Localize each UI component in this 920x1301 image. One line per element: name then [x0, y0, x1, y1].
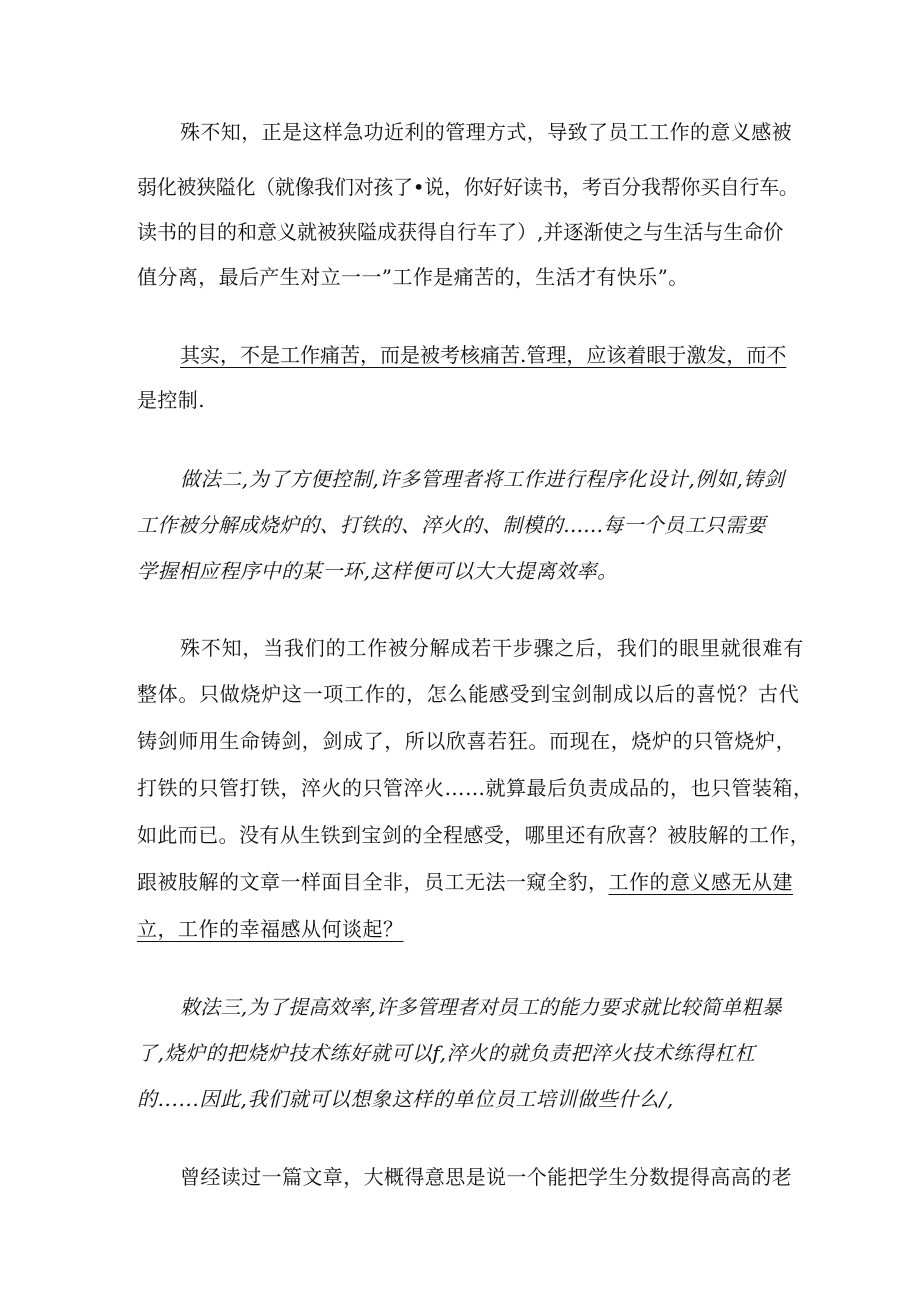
p5-line-1: 敕法三,为了提高效率,许多管理者对员工的能力要求就比较简单粗暴 [180, 995, 783, 1019]
p4-line-2: 整体。只做烧炉这一项工作的，怎么能感受到宝剑制成以后的喜悦？古代 [137, 682, 800, 706]
p5-line-2: 了,烧炉的把烧炉技术练好就可以f,淬火的就负责把淬火技术练得杠杠 [137, 1041, 756, 1065]
p4-line-3: 铸剑师用生命铸剑，剑成了，所以欣喜若狂。而现在，烧炉的只管烧炉， [137, 729, 797, 753]
p2-line-2: 是控制. [137, 388, 205, 412]
p6-line-1: 曾经读过一篇文章，大概得意思是说一个能把学生分数提得高高的老 [180, 1165, 792, 1189]
p3-line-3: 学握相应程序中的某一环,这样便可以大大提离效率。 [137, 559, 618, 583]
p4-line-4: 打铁的只管打铁，淬火的只管淬火……就算最后负责成品的，也只管装箱， [137, 776, 814, 800]
p1-line-4: 值分离，最后产生对立一一”工作是痛苦的，生活才有快乐”。 [137, 265, 689, 289]
p1-line-2: 弱化被狭隘化（就像我们对孩了•说，你好好读书，考百分我帮你买自行车。 [137, 175, 799, 199]
p3-line-1: 做法二,为了方便控制,许多管理者将工作进行程序化设计,例如,铸剑 [180, 467, 785, 491]
p4-line-6a [137, 869, 793, 895]
p1-line-1: 殊不知，正是这样急功近利的管理方式，导致了员工工作的意义感被 [180, 120, 792, 144]
p4-line-6-plain: 跟被肢解的文章一样面目全非，员工无法一窥全豹， [137, 870, 609, 894]
p4-line-5: 如此而已。没有从生铁到宝剑的全程感受，哪里还有欣喜？被肢解的工作， [137, 823, 811, 847]
p4-line-7: 立，工作的幸福感从何谈起？ [137, 917, 404, 941]
p5-line-3: 的......因此,我们就可以想象这样的单位员工培训做些什么/, [137, 1087, 674, 1111]
p4-line-6-underlined: 工作的意义感无从建 [608, 870, 793, 894]
p3-line-2: 工作被分解成烧炉的、打铁的、淬火的、制模的......每一个员工只需要 [137, 513, 766, 537]
p2-line-1: 其实，不是工作痛苦，而是被考核痛苦.管理，应该着眼于激发，而不 [180, 343, 787, 367]
p4-line-1: 殊不知，当我们的工作被分解成若干步骤之后，我们的眼里就很难有 [180, 636, 804, 660]
p1-line-3: 读书的目的和意义就被狭隘成获得自行车了）,并逐渐使之与生活与生命价 [137, 220, 784, 244]
